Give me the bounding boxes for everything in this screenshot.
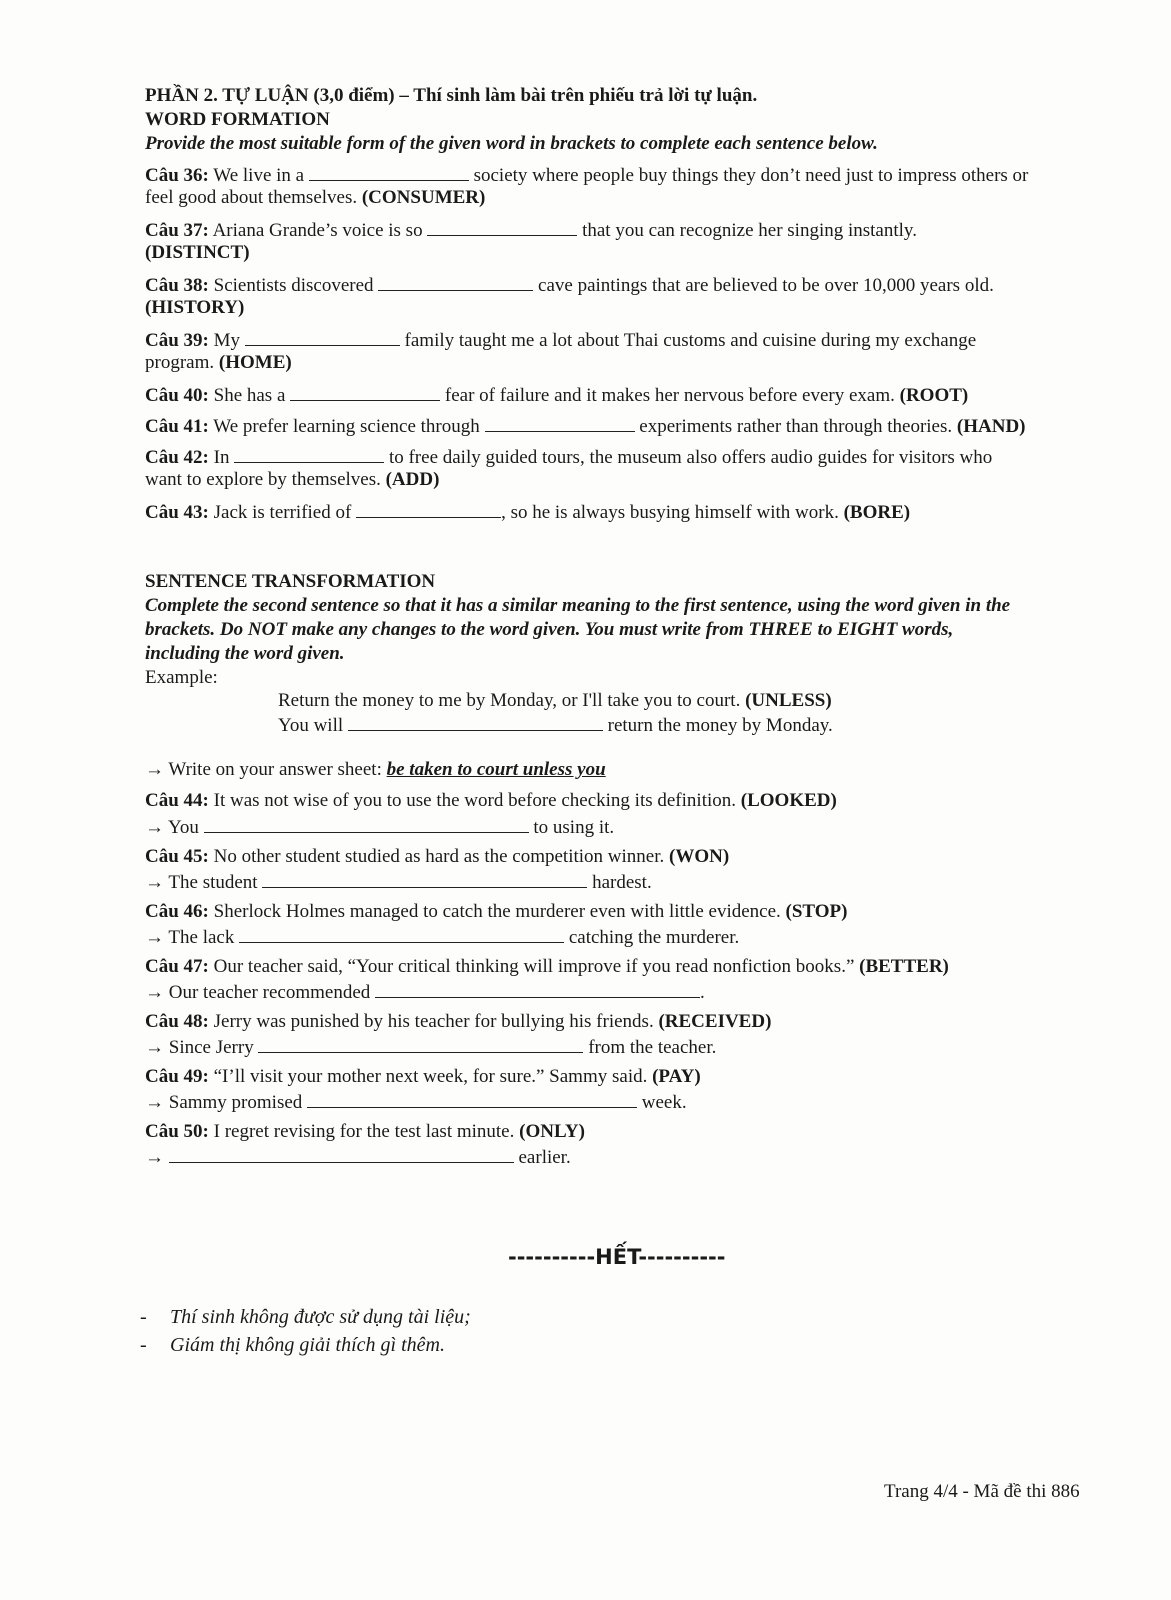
question-text: that you can recognize her singing instantly. [582, 220, 917, 241]
question-text: She has a [213, 385, 286, 406]
question-41 [145, 413, 1026, 439]
answer-blank [245, 327, 400, 346]
given-word: (UNLESS) [745, 690, 832, 711]
question-number: Câu 38: [145, 275, 209, 296]
example-text: Return the money to me by Monday, or I'll take you to court. [278, 690, 741, 711]
question-48 [145, 1010, 771, 1034]
answer-prefix: → The student [145, 872, 258, 893]
question-number: Câu 42: [145, 447, 209, 468]
question-number: Câu 40: [145, 385, 209, 406]
page-footer: Trang 4/4 - Mã đề thi 886 [884, 1481, 1080, 1502]
question-text: program. [145, 352, 215, 373]
question-43 [145, 499, 910, 525]
question-text: Ariana Grande’s voice is so [212, 220, 423, 241]
question-36 [145, 162, 1028, 188]
word-formation-instruction: Provide the most suitable form of the given word in brackets to complete each sentence below. [145, 133, 878, 154]
question-45 [145, 845, 729, 869]
question-46 [145, 900, 847, 924]
question-number: Câu 41: [145, 416, 209, 437]
given-word: (HAND) [956, 416, 1026, 437]
answer-prefix: → Sammy promised [145, 1092, 303, 1113]
question-49-answer [145, 1089, 687, 1115]
given-word: (BORE) [843, 502, 911, 523]
question-44 [145, 789, 837, 813]
question-48-answer [145, 1034, 716, 1060]
question-text: feel good about themselves. [145, 187, 358, 208]
answer-suffix: catching the murderer. [568, 927, 740, 948]
question-number: Câu 43: [145, 502, 209, 523]
question-39-cont [145, 351, 292, 375]
question-46-answer [145, 924, 739, 950]
question-36-cont [145, 186, 485, 210]
answer-blank [234, 444, 384, 463]
question-text: Jerry was punished by his teacher for bullying his friends. [213, 1011, 654, 1032]
example-label: Example: [145, 667, 218, 688]
question-number: Câu 47: [145, 956, 209, 977]
given-word: (BETTER) [859, 956, 949, 977]
example-sentence [278, 689, 832, 713]
answer-prefix: → [145, 1147, 164, 1168]
bullet-dash: - [140, 1306, 147, 1328]
answer-blank [427, 217, 577, 236]
question-42 [145, 444, 992, 470]
question-number: Câu 49: [145, 1066, 209, 1087]
part-heading: PHẦN 2. TỰ LUẬN (3,0 điểm) – Thí sinh làm bài trên phiếu trả lời tự luận. [145, 85, 758, 106]
answer-blank [307, 1089, 637, 1108]
note-2 [140, 1333, 445, 1357]
question-number: Câu 44: [145, 790, 209, 811]
question-50 [145, 1120, 585, 1144]
example-text: You will [278, 715, 344, 736]
given-word: (LOOKED) [740, 790, 837, 811]
question-text: family taught me a lot about Thai customs and cuisine during my exchange [404, 330, 977, 351]
question-text: Jack is terrified of [213, 502, 352, 523]
bullet-dash: - [140, 1334, 147, 1356]
answer-blank [485, 413, 635, 432]
answer-suffix: earlier. [518, 1147, 571, 1168]
given-word: (HOME) [218, 352, 292, 373]
question-text: society where people buy things they don’t need just to impress others or [473, 165, 1029, 186]
note-text: Thí sinh không được sử dụng tài liệu; [170, 1306, 471, 1328]
given-word: (ONLY) [519, 1121, 585, 1142]
question-text: , so he is always busying himself with work. [501, 502, 839, 523]
answer-prefix: → Our teacher recommended [145, 982, 371, 1003]
note-1 [140, 1305, 471, 1329]
question-number: Câu 36: [145, 165, 209, 186]
st-instruction-line-2: brackets. Do NOT make any changes to the word given. You must write from THREE to EIGHT words, [145, 619, 954, 640]
question-number: Câu 48: [145, 1011, 209, 1032]
question-50-answer [145, 1144, 571, 1170]
question-text: want to explore by themselves. [145, 469, 381, 490]
answer-blank [378, 272, 533, 291]
question-text: We live in a [213, 165, 305, 186]
question-text: “I’ll visit your mother next week, for sure.” Sammy said. [213, 1066, 648, 1087]
example-answer [145, 758, 606, 782]
example-text: return the money by Monday. [607, 715, 833, 736]
answer-blank [290, 382, 440, 401]
question-number: Câu 50: [145, 1121, 209, 1142]
answer-suffix: week. [641, 1092, 687, 1113]
answer-prefix: → Since Jerry [145, 1037, 254, 1058]
question-text: It was not wise of you to use the word before checking its definition. [213, 790, 737, 811]
answer-blank [204, 814, 529, 833]
question-49 [145, 1065, 701, 1089]
question-44-answer [145, 814, 614, 840]
example-answer-text: be taken to court unless you [386, 759, 606, 780]
given-word: (WON) [669, 846, 730, 867]
given-word: (ADD) [385, 469, 440, 490]
question-40 [145, 382, 968, 408]
given-word: (DISTINCT) [145, 242, 250, 263]
end-mark: ----------HẾT---------- [508, 1245, 726, 1269]
question-45-answer [145, 869, 652, 895]
question-47 [145, 955, 949, 979]
question-text: experiments rather than through theories. [639, 416, 953, 437]
answer-blank [375, 979, 700, 998]
question-42-cont [145, 468, 439, 492]
answer-suffix: hardest. [592, 872, 652, 893]
write-label: → Write on your answer sheet: [145, 759, 382, 780]
question-text: to free daily guided tours, the museum also offers audio guides for visitors who [388, 447, 993, 468]
answer-prefix: → The lack [145, 927, 235, 948]
question-text: In [213, 447, 230, 468]
question-text: I regret revising for the test last minute. [213, 1121, 515, 1142]
word-formation-title: WORD FORMATION [145, 109, 330, 130]
answer-suffix: to using it. [533, 817, 615, 838]
given-word: (STOP) [785, 901, 848, 922]
st-instruction-line-1: Complete the second sentence so that it has a similar meaning to the first sentence, using the word given in the [145, 595, 1011, 616]
question-text: My [213, 330, 241, 351]
question-38 [145, 272, 994, 298]
question-number: Câu 46: [145, 901, 209, 922]
question-37 [145, 217, 917, 243]
answer-blank [258, 1034, 583, 1053]
answer-suffix: from the teacher. [588, 1037, 717, 1058]
st-instruction-line-3: including the word given. [145, 643, 345, 664]
given-word: (CONSUMER) [361, 187, 486, 208]
question-number: Câu 39: [145, 330, 209, 351]
answer-blank [309, 162, 469, 181]
question-47-answer [145, 979, 705, 1005]
example-transformation [278, 712, 833, 738]
question-text: Scientists discovered [213, 275, 374, 296]
question-number: Câu 37: [145, 220, 209, 241]
note-text: Giám thị không giải thích gì thêm. [170, 1334, 445, 1356]
question-text: Sherlock Holmes managed to catch the murderer even with little evidence. [213, 901, 781, 922]
answer-blank [356, 499, 501, 518]
given-word: (HISTORY) [145, 297, 245, 318]
answer-blank [239, 924, 564, 943]
sentence-transformation-title: SENTENCE TRANSFORMATION [145, 571, 436, 592]
question-number: Câu 45: [145, 846, 209, 867]
given-word: (RECEIVED) [658, 1011, 772, 1032]
answer-prefix: → You [145, 817, 199, 838]
question-39 [145, 327, 976, 353]
answer-blank [348, 712, 603, 731]
question-text: Our teacher said, “Your critical thinking will improve if you read nonfiction books.” [213, 956, 855, 977]
answer-blank [169, 1144, 514, 1163]
question-text: cave paintings that are believed to be over 10,000 years old. [538, 275, 994, 296]
answer-blank [262, 869, 587, 888]
question-text: fear of failure and it makes her nervous before every exam. [444, 385, 895, 406]
given-word: (ROOT) [899, 385, 969, 406]
given-word: (PAY) [652, 1066, 701, 1087]
question-text: No other student studied as hard as the competition winner. [213, 846, 665, 867]
question-text: We prefer learning science through [213, 416, 480, 437]
answer-suffix: . [700, 982, 705, 1003]
